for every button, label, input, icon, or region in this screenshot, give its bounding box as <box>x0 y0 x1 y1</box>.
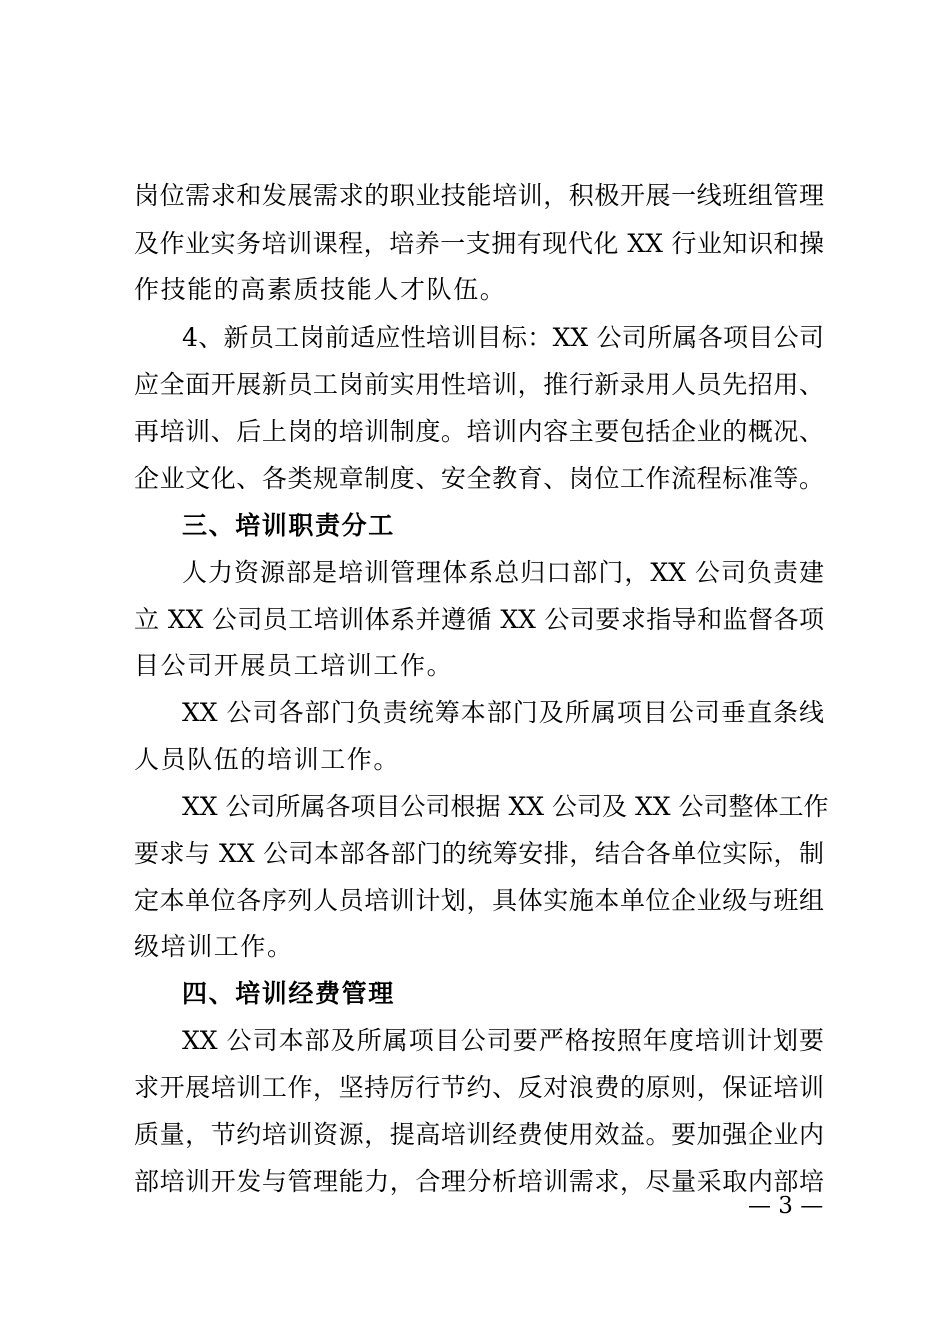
body-text-line: 岗位需求和发展需求的职业技能培训，积极开展一线班组管理 <box>134 181 824 210</box>
body-text-line: 作技能的高素质技能人才队伍。 <box>134 275 507 304</box>
body-text-line: XX 公司本部及所属项目公司要严格按照年度培训计划要 <box>182 1026 824 1055</box>
body-text-line: 质量，节约培训资源，提高培训经费使用效益。要加强企业内 <box>134 1120 824 1149</box>
body-text-line: 级培训工作。 <box>134 932 294 961</box>
body-text-line: 目公司开展员工培训工作。 <box>134 651 454 680</box>
section-heading: 四、培训经费管理 <box>182 979 395 1008</box>
body-text-line: 定本单位各序列人员培训计划，具体实施本单位企业级与班组 <box>134 886 824 915</box>
body-text-line: 人员队伍的培训工作。 <box>134 745 401 774</box>
body-text-line: 应全面开展新员工岗前实用性培训，推行新录用人员先招用、 <box>134 370 824 399</box>
section-heading: 三、培训职责分工 <box>182 511 395 540</box>
body-text-line: 4、新员工岗前适应性培训目标：XX 公司所属各项目公司 <box>182 323 824 352</box>
body-text-line: 立 XX 公司员工培训体系并遵循 XX 公司要求指导和监督各项 <box>134 605 824 634</box>
body-text-line: 人力资源部是培训管理体系总归口部门，XX 公司负责建 <box>182 558 824 587</box>
body-text-line: 及作业实务培训课程，培养一支拥有现代化 XX 行业知识和操 <box>134 229 824 258</box>
body-text-line: 企业文化、各类规章制度、安全教育、岗位工作流程标准等。 <box>134 464 824 493</box>
body-text-line: XX 公司所属各项目公司根据 XX 公司及 XX 公司整体工作 <box>182 792 829 821</box>
body-text-line: 要求与 XX 公司本部各部门的统筹安排，结合各单位实际，制 <box>134 839 824 868</box>
body-text-line: 求开展培训工作，坚持厉行节约、反对浪费的原则，保证培训 <box>134 1073 824 1102</box>
body-text-line: 部培训开发与管理能力，合理分析培训需求，尽量采取内部培 <box>134 1167 824 1196</box>
body-text-line: 再培训、后上岗的培训制度。培训内容主要包括企业的概况、 <box>134 417 824 446</box>
body-text-line: XX 公司各部门负责统筹本部门及所属项目公司垂直条线 <box>182 698 824 727</box>
page-number: — 3 — <box>748 1193 824 1219</box>
